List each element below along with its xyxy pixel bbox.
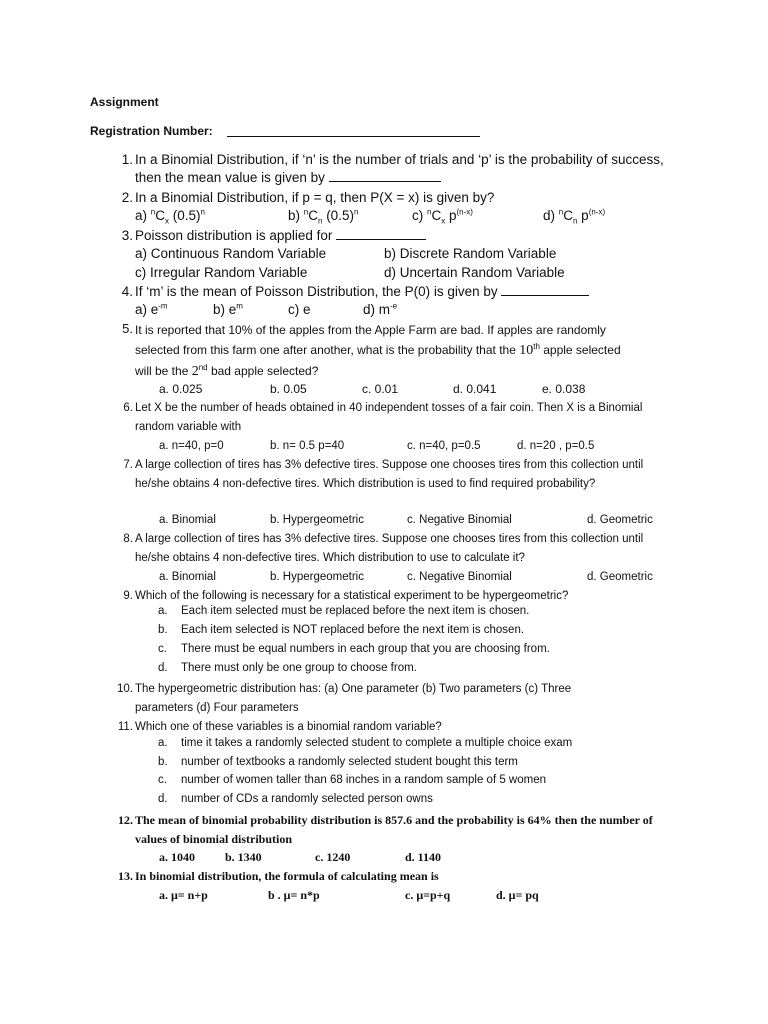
q9-option-b: b. Each item selected is NOT replaced before the next item is chosen. [158, 624, 525, 636]
option-a: a. n=40, p=0 [159, 440, 224, 452]
question-number: 5. [122, 321, 133, 336]
question-text: Which of the following is necessary for a statistical experiment to be hypergeometric? [135, 590, 569, 602]
question-text: In a Binomial Distribution, if ‘n’ is the number of trials and ‘p’ is the probability of success, then the mean value is given by [135, 152, 664, 185]
option-d: d) Uncertain Random Variable [384, 265, 565, 280]
question-number: 7. [123, 459, 133, 471]
q11-option-c: c. number of women taller than 68 inches in a random sample of 5 women [158, 774, 547, 786]
question-number: 12. [118, 813, 133, 827]
option-a: a. Binomial [159, 514, 216, 526]
option-d: d. Geometric [587, 571, 653, 583]
question-number: 4. [121, 284, 133, 299]
option-a: a) Continuous Random Variable [135, 246, 327, 261]
question-number: 9. [123, 590, 133, 602]
option-b: b. 1340 [225, 850, 262, 864]
question-text: Which one of these variables is a binomial random variable? [135, 721, 442, 733]
option-c: c. Negative Binomial [407, 571, 512, 583]
option-b: b. Hypergeometric [270, 571, 364, 583]
option-c: c. 0.01 [362, 382, 399, 396]
question-text: Let X be the number of heads obtained in 40 independent tosses of a fair coin. Then X is a Binomial random variable with [135, 402, 643, 433]
question-text: A large collection of tires has 3% defective tires. Suppose one chooses tires from this collection until he/she obtains 4 non-defective tires. Which distribution is used to find required probability? [135, 459, 644, 490]
option-b: b) $^nC_n$ $(0.5)^n$ [288, 207, 359, 226]
question-number: 3. [121, 228, 133, 243]
question-text: The mean of binomial probability distribution is 857.6 and the probability is 64% then the number of values of binomial distribution [135, 813, 653, 846]
option-d: d. μ= pq [496, 888, 539, 902]
question-number: 11. [117, 721, 133, 733]
q9-option-a: a. Each item selected must be replaced before the next item is chosen. [158, 605, 530, 617]
option-d: d. 0.041 [453, 382, 497, 396]
option-a: a) $^nC_x$ $(0.5)^n$ [135, 207, 205, 226]
q11-option-b: b. number of textbooks a randomly selected student bought this term [158, 756, 518, 768]
registration-label: Registration Number: [90, 124, 213, 138]
question-number: 6. [123, 402, 133, 414]
option-b: b) Discrete Random Variable [384, 246, 557, 261]
question-text: In a Binomial Distribution, if p = q, then P(X = x) is given by? [135, 190, 495, 205]
option-b: b. n= 0.5 p=40 [270, 440, 345, 452]
option-d: d) $m^{-e}$ [363, 301, 398, 317]
q9-option-d: d. There must only be one group to choose from. [158, 662, 417, 674]
option-b: b. Hypergeometric [270, 514, 364, 526]
question-number: 2. [121, 190, 133, 205]
option-b: b . μ= n*p [268, 888, 320, 902]
option-c: c. Negative Binomial [407, 514, 512, 526]
question-number: 10. [117, 683, 133, 695]
question-text: If ‘m’ is the mean of Poisson Distribution, the P(0) is given by [135, 284, 498, 299]
option-c: c) Irregular Random Variable [135, 265, 308, 280]
q11-option-d: d. number of CDs a randomly selected person owns [158, 793, 433, 805]
option-c: c. n=40, p=0.5 [407, 440, 481, 452]
option-a: a) $e^{-m}$ [135, 301, 168, 317]
assignment-title: Assignment [90, 95, 159, 109]
option-c: c) $^nC_x$ $p^{(n-x)}$ [412, 207, 473, 226]
option-a: a. Binomial [159, 571, 216, 583]
question-number: 1. [121, 152, 133, 167]
option-b: b. 0.05 [270, 382, 307, 396]
option-d: d) $^nC_n$ $p^{(n-x)}$ [543, 207, 606, 226]
q9-option-c: c. There must be equal numbers in each group that you are choosing from. [158, 643, 550, 655]
answer-blank [329, 169, 441, 182]
question-text: Poisson distribution is applied for [135, 228, 333, 243]
option-c: c. μ=p+q [405, 888, 451, 902]
option-e: e. 0.038 [542, 382, 586, 396]
question-text: In binomial distribution, the formula of calculating mean is [135, 869, 439, 883]
question-text: A large collection of tires has 3% defective tires. Suppose one chooses tires from this collection until he/she obtains 4 non-defective tires. Which distribution to use to calculate it? [135, 533, 644, 564]
question-number: 13. [118, 869, 133, 883]
answer-blank [336, 227, 426, 240]
option-a: a. 1040 [159, 850, 195, 864]
option-c: c) e [288, 302, 311, 317]
option-a: a. 0.025 [159, 382, 203, 396]
question-text: The hypergeometric distribution has: (a) One parameter (b) Two parameters (c) Three parameters (d) Four parameters [135, 683, 572, 714]
option-d: d. Geometric [587, 514, 653, 526]
option-b: b) $e^m$ [213, 301, 243, 317]
option-d: d. 1140 [405, 850, 442, 864]
q11-option-a: a. time it takes a randomly selected student to complete a multiple choice exam [158, 737, 573, 749]
option-a: a. μ= n+p [159, 888, 208, 902]
option-d: d. n=20 , p=0.5 [517, 440, 595, 452]
question-text: It is reported that 10% of the apples from the Apple Farm are bad. If apples are randomly selected from this farm one after another, what is the probability that the 10th apple selected will be the 2nd bad apple selected? [135, 323, 621, 379]
registration-number-blank [227, 136, 480, 137]
question-number: 8. [123, 533, 133, 545]
option-c: c. 1240 [315, 850, 351, 864]
answer-blank [501, 283, 589, 296]
